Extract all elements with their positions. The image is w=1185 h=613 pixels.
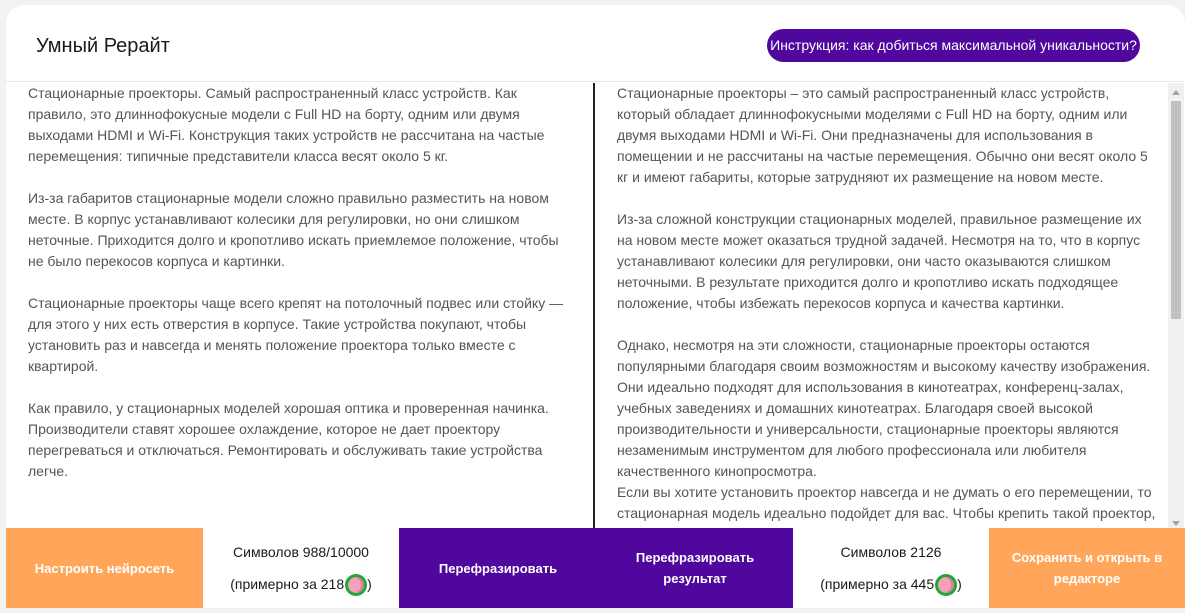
- scroll-down-icon[interactable]: [1172, 521, 1180, 526]
- footer-bar: [6, 528, 1185, 608]
- source-char-counter: [203, 528, 399, 608]
- header: [6, 5, 1185, 82]
- paraphrase-result-label-2: результат: [663, 571, 727, 586]
- brain-icon: [935, 574, 957, 596]
- configure-network-button[interactable]: [6, 528, 203, 608]
- result-paragraph: Из-за сложной конструкции стационарных моделей, правильное размещение их на новом месте может оказаться трудной задачей. Несмотря на то, что в корпус устанавливают колесики для регулировки, они часто оказываются слишком неточными. В результате приходится долго и кропотливо искать подходящее положение, чтобы избежать перекосов корпуса и качества картинки.: [617, 211, 1142, 311]
- save-open-label-2: редакторе: [1053, 571, 1121, 586]
- instruction-button[interactable]: Инструкция: как добиться максимальной уникальности?: [767, 29, 1140, 62]
- save-open-label-1: Сохранить и открыть в: [1011, 550, 1163, 565]
- result-text-area[interactable]: [617, 83, 1157, 528]
- result-char-count: Символов 2126: [840, 544, 942, 560]
- result-char-counter: [793, 528, 989, 608]
- result-paragraph: Если вы хотите установить проектор навсегда и не думать о его перемещении, то стационарная модель идеально подойдет для вас. Чтобы крепить такой проектор,: [617, 484, 1156, 521]
- paraphrase-button[interactable]: [399, 528, 597, 608]
- result-cost-close: ): [957, 576, 962, 592]
- rewrite-card: [6, 5, 1185, 608]
- pane-divider: [593, 83, 595, 533]
- brain-icon: [345, 574, 367, 596]
- source-cost: [230, 568, 372, 600]
- paraphrase-result-button[interactable]: [597, 528, 793, 608]
- result-scrollbar[interactable]: [1168, 83, 1184, 530]
- paraphrase-result-label-1: Перефразировать: [635, 550, 755, 565]
- source-cost-text: (примерно за 218: [230, 576, 345, 592]
- source-char-count: Символов 988/10000: [233, 544, 369, 560]
- source-paragraph: Как правило, у стационарных моделей хорошая оптика и проверенная начинка. Производители ставят хорошее охлаждение, которое не дает проектору перегреваться и отключаться. Ремонтировать и обслуживать такие устройства легче.: [28, 400, 549, 479]
- source-paragraph: Из-за габаритов стационарные модели сложно правильно разместить на новом месте. В корпус устанавливают колесики для регулировки, но они слишком неточные. Приходится долго и кропотливо искать приемлемое положение, чтобы не было перекосов корпуса и картинки.: [28, 190, 559, 269]
- paraphrase-label: Перефразировать: [438, 560, 558, 576]
- configure-network-label: Настроить нейросеть: [34, 560, 175, 576]
- scroll-up-icon[interactable]: [1172, 90, 1180, 95]
- app-title: Умный Рерайт: [36, 35, 170, 57]
- result-cost-text: (примерно за 445: [820, 576, 935, 592]
- save-open-editor-button[interactable]: [989, 528, 1185, 608]
- source-cost-close: ): [367, 576, 372, 592]
- source-paragraph: Стационарные проекторы. Самый распространенный класс устройств. Как правило, это длиннофокусные модели с Full HD на борту, одним или двумя выходами HDMI и Wi-Fi. Конструкция таких устройств не рассчитана на частые перемещения: типичные представители класса весят около 5 кг.: [28, 85, 545, 164]
- source-paragraph: Стационарные проекторы чаще всего крепят на потолочный подвес или стойку — для этого у них есть отверстия в корпусе. Такие устройства покупают, чтобы установить раз и навсегда и менять положение проектора только вместе с квартирой.: [28, 295, 564, 374]
- result-cost: [820, 568, 962, 600]
- source-text-area[interactable]: [28, 83, 576, 528]
- scroll-thumb[interactable]: [1171, 101, 1181, 319]
- result-paragraph: Стационарные проекторы – это самый распространенный класс устройств, который обладает длиннофокусными моделями с Full HD на борту, одним или двумя выходами HDMI и Wi-Fi. Они предназначены для использования в помещении и не рассчитаны на частые перемещения. Обычно они весят около 5 кг и имеют габариты, которые затрудняют их размещение на новом месте.: [617, 85, 1148, 185]
- result-paragraph: Однако, несмотря на эти сложности, стационарные проекторы остаются популярными благодаря своим возможностям и высокому качеству изображения. Они идеально подходят для использования в кинотеатрах, конференц-залах, учебных заведениях и домашних кинотеатрах. Благодаря своей высокой производительности и универсальности, стационарные проекторы являются незаменимым инструментом для любого профессионала или любителя качественного кинопросмотра.: [617, 337, 1151, 479]
